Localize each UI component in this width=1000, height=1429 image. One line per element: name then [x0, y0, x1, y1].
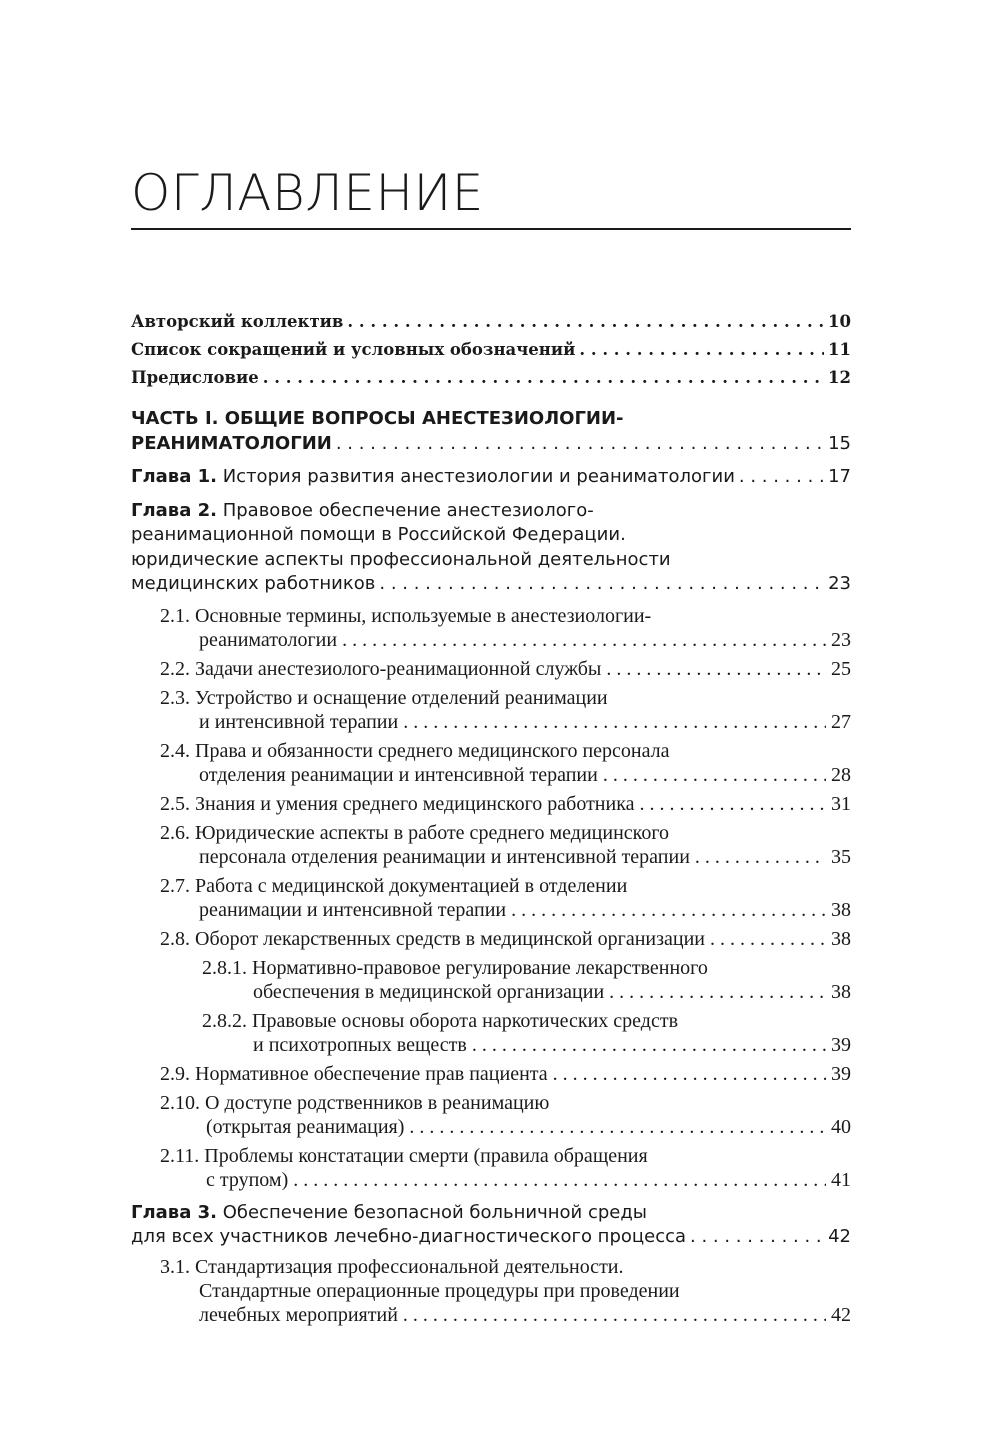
toc-part-title: ЧАСТЬ I. ОБЩИЕ ВОПРОСЫ АНЕСТЕЗИОЛОГИИ- [131, 408, 624, 429]
toc-entry-section-2-8-2[interactable] [131, 1009, 851, 1057]
dot-leader [579, 336, 824, 364]
toc-entry-text: персонала отделения реанимации и интенсивной терапии [199, 845, 690, 868]
toc-entry-text: Правовое обеспечение анестезиолого- [222, 499, 594, 521]
toc-entry-text: юридические аспекты профессиональной деятельности [131, 548, 671, 570]
toc-entry-text: 3.1. Стандартизация профессиональной деятельности. [160, 1255, 624, 1278]
dot-leader [347, 308, 824, 336]
dot-leader [606, 657, 826, 681]
dot-leader [379, 572, 824, 597]
toc-page-number: 42 [831, 1303, 851, 1326]
toc-part-title: РЕАНИМАТОЛОГИИ [131, 432, 332, 454]
toc-entry-text: 2.10. О доступе родственников в реанимацию [160, 1091, 550, 1114]
toc-entry-text: 2.9. Нормативное обеспечение прав пациента [160, 1062, 548, 1085]
toc-entry-text: История развития анестезиологии и реаниматологии [222, 466, 735, 487]
toc-page-number: 31 [831, 792, 851, 815]
toc-entry-preface[interactable] [131, 364, 851, 392]
toc-entry-text: Список сокращений и условных обозначений [131, 340, 576, 359]
dot-leader [603, 763, 826, 787]
toc-entry-text: Авторский коллектив [131, 312, 344, 331]
dot-leader [695, 845, 826, 869]
toc-entry-section-2-7[interactable] [131, 874, 851, 922]
toc-entry-section-2-6[interactable] [131, 821, 851, 869]
toc-page-number: 17 [828, 466, 851, 487]
dot-leader [472, 1033, 826, 1057]
dot-leader [342, 628, 826, 652]
toc-page-number: 38 [831, 980, 851, 1003]
chapter-label: Глава 2. [131, 499, 217, 521]
toc-page-number: 41 [831, 1168, 851, 1191]
toc-entry-text: 2.1. Основные термины, используемые в анестезиологии- [160, 604, 652, 627]
toc-entry-section-2-3[interactable] [131, 686, 851, 734]
toc-entry-text: реанимации и интенсивной терапии [199, 898, 507, 921]
toc-entry-text: Обеспечение безопасной больничной среды [222, 1201, 647, 1223]
toc-entry-text: отделения реанимации и интенсивной терапии [199, 763, 598, 786]
toc-entry-section-2-4[interactable] [131, 739, 851, 787]
toc-entry-text: медицинских работников [131, 573, 376, 594]
chapter-label: Глава 1. [131, 466, 217, 487]
toc-page-number: 10 [828, 312, 851, 331]
toc-entry-chapter-1[interactable] [131, 465, 851, 490]
toc-entry-text: 2.8.1. Нормативно-правовое регулирование лекарственного [202, 956, 708, 979]
toc-page-number: 23 [831, 628, 851, 651]
toc-entry-section-2-1[interactable] [131, 604, 851, 652]
toc-entry-section-2-9[interactable] [131, 1062, 851, 1086]
toc-entry-chapter-3[interactable] [131, 1201, 851, 1250]
toc-page-number: 23 [828, 573, 851, 594]
toc-page-number: 35 [831, 845, 851, 868]
toc-entry-text: 2.3. Устройство и оснащение отделений реанимации [160, 686, 608, 709]
toc-entry-text: 2.7. Работа с медицинской документацией в отделении [160, 874, 628, 897]
toc-entry-section-2-10[interactable] [131, 1091, 851, 1139]
toc-entry-section-2-5[interactable] [131, 792, 851, 816]
dot-leader [690, 1225, 824, 1250]
toc-entry-text: и психотропных веществ [253, 1033, 467, 1056]
toc-entry-text: 2.2. Задачи анестезиолого-реанимационной службы [160, 657, 602, 680]
dot-leader [263, 364, 824, 392]
dot-leader [553, 1062, 826, 1086]
dot-leader [336, 432, 824, 457]
toc-entry-section-2-11[interactable] [131, 1144, 851, 1192]
dot-leader [409, 1115, 826, 1139]
toc-entry-text: 2.11. Проблемы констатации смерти (правила обращения [160, 1144, 648, 1167]
toc-entry-section-2-8[interactable] [131, 927, 851, 951]
toc-entry-text: 2.5. Знания и умения среднего медицинского работника [160, 792, 635, 815]
toc-entry-section-3-1[interactable] [131, 1255, 851, 1327]
toc-page-number: 39 [831, 1033, 851, 1056]
toc-entry-section-2-8-1[interactable] [131, 956, 851, 1004]
toc-entry-text: 2.8. Оборот лекарственных средств в медицинской организации [160, 927, 705, 950]
toc-entry-text: реаниматологии [199, 628, 338, 651]
dot-leader [403, 710, 826, 734]
chapter-label: Глава 3. [131, 1201, 217, 1223]
toc-page-number: 12 [828, 368, 851, 387]
toc-entry-text: 2.6. Юридические аспекты в работе среднего медицинского [160, 821, 670, 844]
toc-entry-text: (открытая реанимация) [206, 1115, 405, 1138]
dot-leader [739, 465, 824, 490]
toc-entry-text: Предисловие [131, 368, 259, 387]
toc-page-number: 38 [831, 927, 851, 950]
toc-entry-text: обеспечения в медицинской организации [253, 980, 605, 1003]
toc-entry-text: 2.4. Права и обязанности среднего медицинского персонала [160, 739, 670, 762]
toc-page-number: 40 [831, 1115, 851, 1138]
toc-entry-text: Стандартные операционные процедуры при проведении [199, 1279, 680, 1302]
dot-leader [609, 980, 826, 1004]
toc-entry-text: 2.8.2. Правовые основы оборота наркотических средств [202, 1009, 679, 1032]
toc-entry-text: лечебных мероприятий [199, 1303, 398, 1326]
dot-leader [403, 1303, 826, 1327]
toc-page-number: 38 [831, 898, 851, 921]
toc-page-number: 39 [831, 1062, 851, 1085]
dot-leader [710, 927, 826, 951]
toc-entry-section-2-2[interactable] [131, 657, 851, 681]
table-of-contents [131, 308, 851, 1327]
toc-page-number: 42 [828, 1226, 851, 1247]
page-title: ОГЛАВЛЕНИЕ [131, 164, 484, 222]
title-divider [131, 228, 851, 230]
dot-leader [511, 898, 826, 922]
toc-entry-chapter-2[interactable] [131, 499, 851, 597]
toc-entry-part-1[interactable] [131, 407, 851, 456]
toc-entry-text: реанимационной помощи в Российской Федерации. [131, 524, 626, 545]
toc-entry-authors[interactable] [131, 308, 851, 336]
toc-page-number: 27 [831, 710, 851, 733]
dot-leader [640, 792, 826, 816]
dot-leader [293, 1168, 826, 1192]
toc-page-number: 15 [828, 432, 851, 454]
toc-entry-text: с трупом) [206, 1168, 289, 1191]
toc-page-number: 11 [828, 340, 851, 359]
toc-entry-abbreviations[interactable] [131, 336, 851, 364]
toc-page-number: 25 [831, 657, 851, 680]
toc-entry-text: для всех участников лечебно-диагностического процесса [131, 1226, 687, 1247]
toc-entry-text: и интенсивной терапии [199, 710, 399, 733]
toc-page-number: 28 [831, 763, 851, 786]
